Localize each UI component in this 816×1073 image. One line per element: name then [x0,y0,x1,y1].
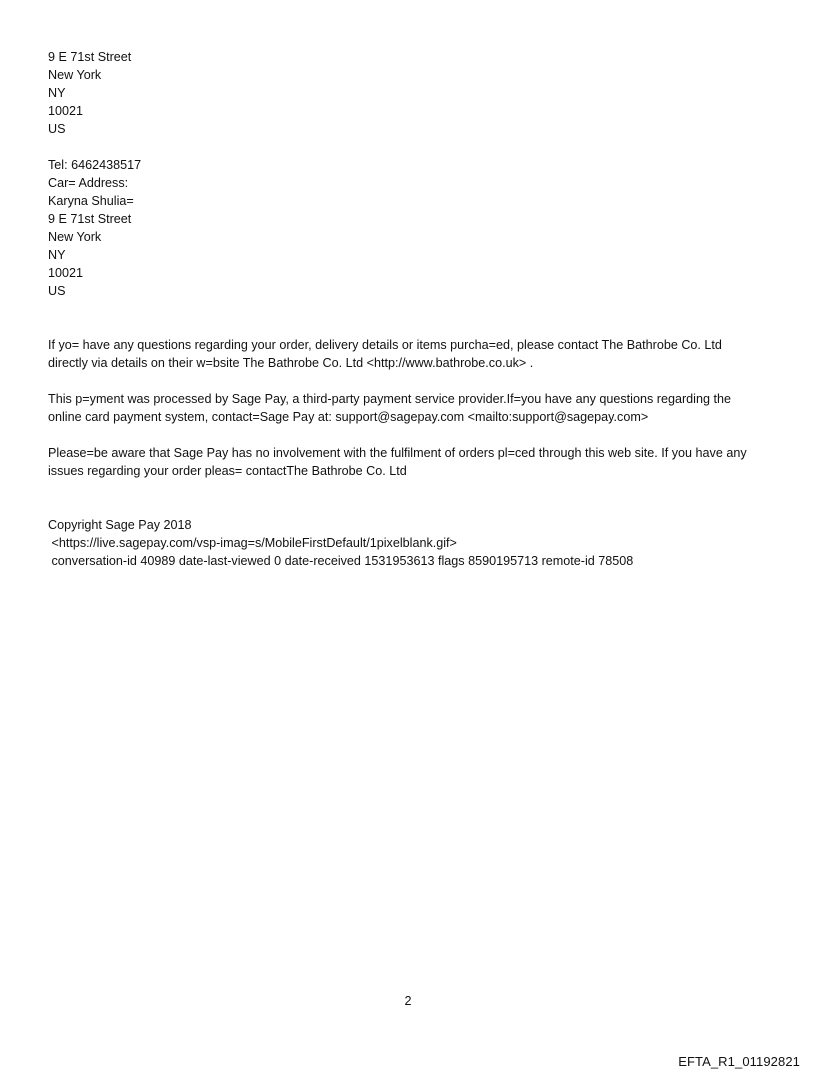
address-country: US [48,122,66,136]
spacer [48,372,768,390]
spacer [48,138,768,156]
payment-paragraph: This p=yment was processed by Sage Pay, a third-party payment service provider.If=you have any questions regarding the online card payment system, contact=Sage Pay at: support@sagepay.com <mailto:support@sagepay.com> [48,392,731,424]
address-city: New York [48,68,102,82]
spacer [48,300,768,336]
card-address-city: New York [48,230,102,244]
spacer [48,480,768,516]
spacer [48,426,768,444]
card-address-street: 9 E 71st Street [48,212,132,226]
image-link-line: <https://live.sagepay.com/vsp-imag=s/MobileFirstDefault/1pixelblank.gif> [48,536,457,550]
metadata-line: conversation-id 40989 date-last-viewed 0 date-received 1531953613 flags 8590195713 remote-id 78508 [48,554,634,568]
page-number: 2 [404,994,412,1008]
copyright-line: Copyright Sage Pay 2018 [48,518,192,532]
card-address-zip: 10021 [48,266,84,280]
address-zip: 10021 [48,104,84,118]
cardholder-name: Karyna Shulia= [48,194,134,208]
address-state: NY [48,86,66,100]
card-address-country: US [48,284,66,298]
telephone: Tel: 6462438517 [48,158,142,172]
bates-number: EFTA_R1_01192821 [678,1054,800,1069]
involvement-paragraph: Please=be aware that Sage Pay has no involvement with the fulfilment of orders pl=ced through this web site. If you have any issues regarding your order pleas= contactThe Bathrobe Co. Ltd [48,446,747,478]
card-address-label: Car= Address: [48,176,129,190]
document-body [48,48,768,570]
card-address-state: NY [48,248,66,262]
questions-paragraph: If yo= have any questions regarding your order, delivery details or items purcha=ed, please contact The Bathrobe Co. Ltd directly via details on their w=bsite The Bathrobe Co. Ltd <http://www.bathrobe.co.uk> . [48,338,722,370]
address-street: 9 E 71st Street [48,50,132,64]
